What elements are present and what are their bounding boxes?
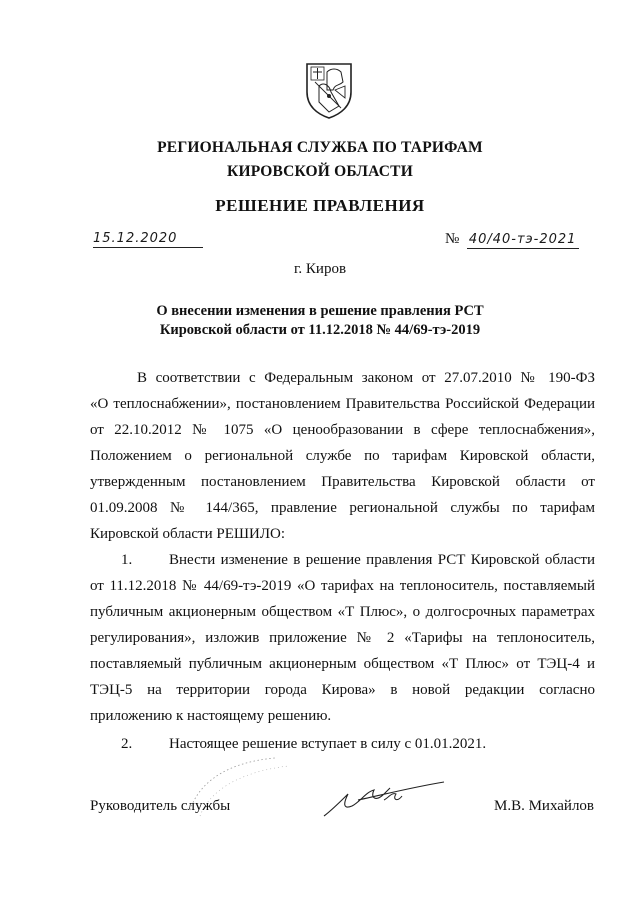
preamble-line: В соответствии с Федеральным законом от 27.07.2010 № 190-ФЗ — [137, 370, 595, 386]
preamble-line: «О теплоснабжении», постановлением Правительства Российской Федерации — [90, 396, 595, 412]
organization-name-line1: РЕГИОНАЛЬНАЯ СЛУЖБА ПО ТАРИФАМ — [157, 139, 483, 156]
item-number: 2. — [121, 736, 133, 752]
document-title: РЕШЕНИЕ ПРАВЛЕНИЯ — [215, 196, 425, 215]
item1-line: регулирования», изложив приложение № 2 «Тарифы на теплоноситель, — [90, 630, 595, 646]
item-number: 1. — [121, 552, 133, 568]
item1-line: поставляемый публичным акционерным обществом «Т Плюс» от ТЭЦ-4 и — [90, 656, 595, 672]
document-number — [445, 231, 579, 249]
preamble-line: 01.09.2008 № 144/365, правление региональной службы по тарифам — [90, 500, 595, 516]
subject-line2: Кировской области от 11.12.2018 № 44/69-тэ-2019 — [159, 322, 481, 338]
number-sign: № — [445, 231, 460, 247]
kirov-coat-of-arms-icon — [305, 62, 353, 119]
city-name: г. Киров — [293, 261, 347, 277]
item2-text: Настоящее решение вступает в силу с 01.01.2021. — [169, 736, 487, 752]
item1-line: ТЭЦ-5 на территории города Кирова» в новой редакции согласно — [90, 682, 595, 698]
item1-line: приложению к настоящему решению. — [90, 708, 332, 724]
item1-line: Внести изменение в решение правления РСТ Кировской области — [169, 552, 595, 568]
organization-name-line2: КИРОВСКОЙ ОБЛАСТИ — [227, 163, 413, 180]
preamble-line: от 22.10.2012 № 1075 «О ценообразовании в сфере теплоснабжения», — [90, 422, 595, 438]
signatory-title: Руководитель службы — [90, 798, 231, 814]
number-value: 40/40-тэ-2021 — [467, 232, 580, 249]
document-date: 15.12.2020 — [93, 231, 203, 248]
item1-line: публичным акционерным обществом «Т Плюс», о долгосрочных параметрах — [90, 604, 595, 620]
preamble-line: утвержденным постановлением Правительства Кировской области от — [90, 474, 595, 490]
item1-line: от 11.12.2018 № 44/69-тэ-2019 «О тарифах на теплоноситель, поставляемый — [90, 578, 595, 594]
preamble-line: Положением о региональной службе по тарифам Кировской области, — [90, 448, 595, 464]
handwritten-signature-icon — [318, 780, 448, 820]
subject-line1: О внесении изменения в решение правления РСТ — [156, 303, 484, 319]
preamble-line: Кировской области РЕШИЛО: — [90, 526, 286, 542]
signatory-name: М.В. Михайлов — [494, 798, 595, 814]
